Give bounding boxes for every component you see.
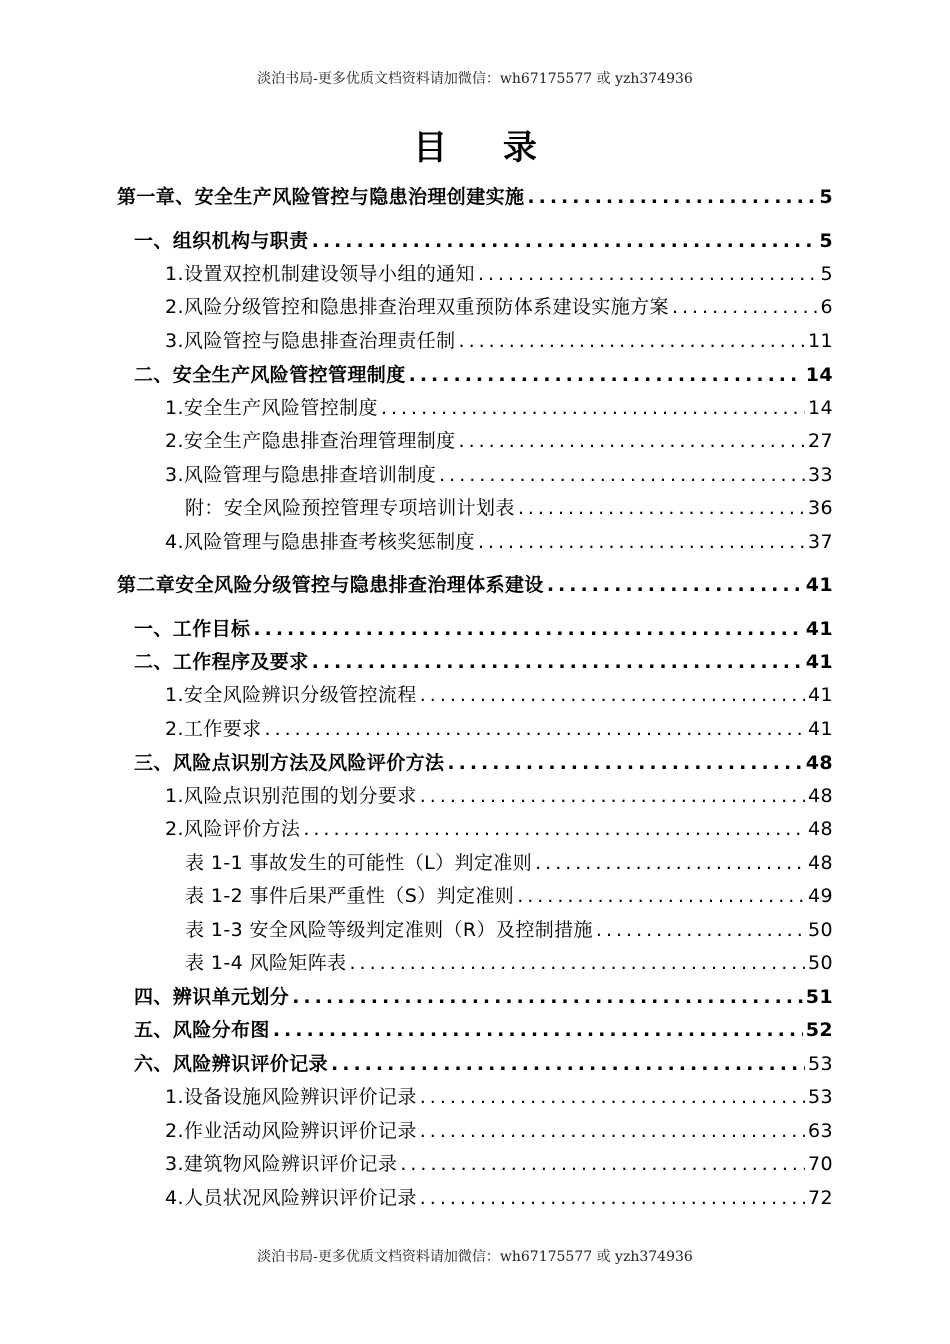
toc-leader-dots — [527, 182, 816, 212]
toc-entry-section[interactable] — [134, 647, 833, 677]
toc-entry-label: 1.设备设施风险辨识评价记录 — [165, 1086, 417, 1108]
toc-entry-label: 表 1-4 风险矩阵表 — [185, 952, 347, 974]
toc-entry-page: 41 — [805, 574, 833, 596]
toc-leader-dots — [312, 226, 817, 256]
toc-entry-page: 63 — [808, 1120, 833, 1142]
toc-entry-item[interactable] — [165, 326, 833, 356]
toc-entry-page: 14 — [805, 364, 833, 386]
toc-entry-page: 6 — [820, 296, 833, 318]
toc-leader-dots — [409, 360, 803, 390]
toc-leader-dots — [420, 781, 805, 811]
toc-entry-page: 48 — [808, 852, 833, 874]
toc-entry-item[interactable] — [165, 460, 833, 490]
toc-entry-table[interactable] — [185, 915, 833, 945]
toc-entry-label: 一、工作目标 — [134, 618, 251, 640]
toc-entry-label: 二、工作程序及要求 — [134, 651, 309, 673]
toc-leader-dots — [672, 292, 818, 322]
toc-entry-section[interactable] — [134, 226, 833, 256]
toc-leader-dots — [253, 614, 802, 644]
toc-entry-item[interactable] — [165, 1183, 833, 1213]
page-header-notice: 淡泊书局-更多优质文档资料请加微信：wh67175577 或 yzh374936 — [257, 71, 693, 87]
toc-entry-section[interactable] — [134, 1049, 833, 1079]
toc-leader-dots — [265, 714, 805, 744]
toc-entry-section[interactable] — [134, 360, 833, 390]
toc-entry-label: 表 1-1 事故发生的可能性（L）判定准则 — [185, 852, 533, 874]
toc-entry-section[interactable] — [134, 748, 833, 778]
toc-entry-item[interactable] — [165, 814, 833, 844]
toc-entry-page: 5 — [819, 230, 833, 252]
toc-entry-section[interactable] — [134, 1015, 833, 1045]
toc-entry-label: 六、风险辨识评价记录 — [134, 1053, 329, 1075]
toc-entry-label: 2.作业活动风险辨识评价记录 — [165, 1120, 417, 1142]
toc-entry-item[interactable] — [165, 426, 833, 456]
toc-leader-dots — [478, 527, 805, 557]
page-title: 目 录 — [413, 128, 559, 168]
toc-entry-table[interactable] — [185, 948, 833, 978]
toc-entry-page: 49 — [808, 885, 833, 907]
toc-entry-label: 附：安全风险预控管理专项培训计划表 — [185, 497, 515, 519]
toc-entry-item[interactable] — [165, 393, 833, 423]
toc-leader-dots — [535, 848, 805, 878]
toc-entry-label: 二、安全生产风险管控管理制度 — [134, 364, 406, 386]
toc-entry-label: 2.安全生产隐患排查治理管理制度 — [165, 430, 456, 452]
toc-entry-label: 3.建筑物风险辨识评价记录 — [165, 1153, 398, 1175]
page-footer-notice: 淡泊书局-更多优质文档资料请加微信：wh67175577 或 yzh374936 — [257, 1249, 693, 1265]
toc-entry-page: 41 — [808, 718, 833, 740]
toc-entry-label: 表 1-3 安全风险等级判定准则（R）及控制措施 — [185, 919, 593, 941]
toc-entry-page: 14 — [808, 397, 833, 419]
toc-entry-page: 50 — [808, 952, 833, 974]
toc-entry-item[interactable] — [165, 714, 833, 744]
toc-entry-page: 27 — [808, 430, 833, 452]
toc-leader-dots — [381, 393, 805, 423]
toc-leader-dots — [439, 460, 805, 490]
toc-leader-dots — [303, 814, 805, 844]
toc-entry-page: 5 — [820, 263, 833, 285]
toc-entry-label: 1.设置双控机制建设领导小组的通知 — [165, 263, 475, 285]
toc-entry-label: 一、组织机构与职责 — [134, 230, 309, 252]
toc-entry-item[interactable] — [165, 680, 833, 710]
toc-entry-item[interactable] — [165, 781, 833, 811]
toc-leader-dots — [420, 1116, 805, 1146]
toc-entry-label: 第一章、安全生产风险管控与隐患治理创建实施 — [117, 186, 525, 208]
toc-leader-dots — [400, 1149, 805, 1179]
toc-entry-item[interactable] — [165, 527, 833, 557]
toc-entry-chapter-2[interactable] — [117, 570, 833, 600]
toc-leader-dots — [447, 748, 802, 778]
toc-entry-section[interactable] — [134, 982, 833, 1012]
toc-entry-page: 36 — [808, 497, 833, 519]
toc-entry-label: 四、辨识单元划分 — [134, 986, 290, 1008]
toc-entry-page: 37 — [808, 531, 833, 553]
toc-entry-page: 52 — [805, 1019, 833, 1041]
toc-leader-dots — [420, 680, 805, 710]
toc-leader-dots — [547, 570, 803, 600]
toc-entry-page: 72 — [808, 1187, 833, 1209]
toc-entry-label: 3.风险管理与隐患排查培训制度 — [165, 464, 437, 486]
toc-entry-label: 1.风险点识别范围的划分要求 — [165, 785, 417, 807]
toc-entry-page: 48 — [808, 785, 833, 807]
toc-leader-dots — [273, 1015, 803, 1045]
toc-entry-item[interactable] — [165, 1149, 833, 1179]
toc-entry-label: 2.风险分级管控和隐患排查治理双重预防体系建设实施方案 — [165, 296, 669, 318]
toc-entry-item[interactable] — [165, 1082, 833, 1112]
toc-leader-dots — [478, 259, 818, 289]
toc-entry-label: 第二章安全风险分级管控与隐患排查治理体系建设 — [117, 574, 544, 596]
toc-entry-page: 33 — [808, 464, 833, 486]
toc-entry-page: 41 — [805, 651, 833, 673]
toc-entry-page: 41 — [808, 684, 833, 706]
toc-entry-chapter-1[interactable] — [117, 182, 833, 212]
toc-entry-label: 4.风险管理与隐患排查考核奖惩制度 — [165, 531, 475, 553]
toc-leader-dots — [518, 493, 805, 523]
toc-entry-page: 48 — [805, 752, 833, 774]
toc-entry-item[interactable] — [165, 292, 833, 322]
toc-entry-page: 5 — [819, 186, 833, 208]
toc-entry-label: 1.安全风险辨识分级管控流程 — [165, 684, 417, 706]
toc-leader-dots — [331, 1049, 805, 1079]
toc-entry-label: 三、风险点识别方法及风险评价方法 — [134, 752, 445, 774]
toc-entry-item[interactable] — [165, 259, 833, 289]
toc-entry-label: 3.风险管控与隐患排查治理责任制 — [165, 330, 456, 352]
toc-leader-dots — [459, 326, 805, 356]
toc-entry-label: 表 1-2 事件后果严重性（S）判定准则 — [185, 885, 515, 907]
toc-leader-dots — [459, 426, 805, 456]
toc-entry-page: 53 — [808, 1086, 833, 1108]
toc-entry-page: 53 — [808, 1053, 833, 1075]
toc-leader-dots — [517, 881, 805, 911]
toc-leader-dots — [350, 948, 806, 978]
toc-entry-label: 五、风险分布图 — [134, 1019, 270, 1041]
toc-leader-dots — [420, 1183, 805, 1213]
toc-leader-dots — [420, 1082, 805, 1112]
toc-entry-page: 70 — [808, 1153, 833, 1175]
toc-entry-table[interactable] — [185, 848, 833, 878]
toc-entry-label: 1.安全生产风险管控制度 — [165, 397, 378, 419]
toc-entry-item[interactable] — [165, 1116, 833, 1146]
toc-entry-table[interactable] — [185, 881, 833, 911]
toc-entry-label: 4.人员状况风险辨识评价记录 — [165, 1187, 417, 1209]
toc-entry-page: 41 — [805, 618, 833, 640]
toc-entry-page: 48 — [808, 818, 833, 840]
toc-entry-page: 50 — [808, 919, 833, 941]
toc-leader-dots — [292, 982, 803, 1012]
toc-entry-page: 11 — [808, 330, 833, 352]
toc-leader-dots — [596, 915, 805, 945]
toc-entry-label: 2.工作要求 — [165, 718, 262, 740]
toc-leader-dots — [312, 647, 803, 677]
toc-entry-page: 51 — [805, 986, 833, 1008]
toc-entry-appendix[interactable] — [185, 493, 833, 523]
toc-entry-label: 2.风险评价方法 — [165, 818, 301, 840]
toc-entry-section[interactable] — [134, 614, 833, 644]
